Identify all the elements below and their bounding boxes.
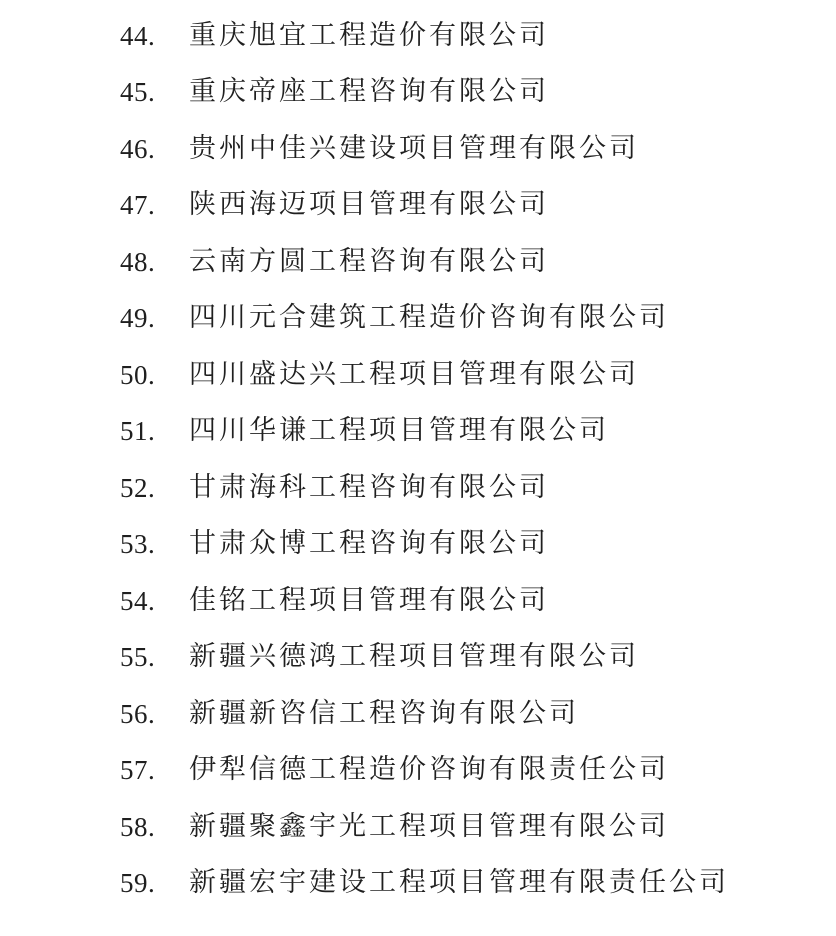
list-item <box>0 353 836 397</box>
list-item-number: 48. <box>120 247 156 277</box>
list-item-number: 52. <box>120 473 156 503</box>
company-name: 四川华谦工程项目管理有限公司 <box>189 415 609 446</box>
list-item <box>0 635 836 679</box>
company-name: 佳铭工程项目管理有限公司 <box>189 585 549 616</box>
list-item-number: 54. <box>120 586 156 616</box>
list-item-number: 49. <box>120 303 156 333</box>
list-item-number: 59. <box>120 868 156 898</box>
list-item <box>0 466 836 510</box>
list-item <box>0 14 836 58</box>
list-item <box>0 522 836 566</box>
company-name: 新疆兴德鸿工程项目管理有限公司 <box>189 641 639 672</box>
company-name: 四川元合建筑工程造价咨询有限公司 <box>189 302 669 333</box>
company-name: 新疆新咨信工程咨询有限公司 <box>189 698 579 729</box>
list-item <box>0 409 836 453</box>
company-name: 新疆聚鑫宇光工程项目管理有限公司 <box>189 811 669 842</box>
company-name: 陕西海迈项目管理有限公司 <box>189 189 549 220</box>
list-item <box>0 296 836 340</box>
list-item-number: 58. <box>120 812 156 842</box>
list-item-number: 56. <box>120 699 156 729</box>
list-item-number: 46. <box>120 134 156 164</box>
company-name: 云南方圆工程咨询有限公司 <box>189 246 549 277</box>
company-name: 新疆宏宇建设工程项目管理有限责任公司 <box>189 867 729 898</box>
list-item <box>0 127 836 171</box>
company-name: 伊犁信德工程造价咨询有限责任公司 <box>189 754 669 785</box>
list-item-number: 55. <box>120 642 156 672</box>
company-name: 甘肃众博工程咨询有限公司 <box>189 528 549 559</box>
list-item <box>0 805 836 849</box>
company-name: 甘肃海科工程咨询有限公司 <box>189 472 549 503</box>
list-item <box>0 240 836 284</box>
list-item <box>0 861 836 905</box>
list-item-number: 44. <box>120 21 156 51</box>
company-name: 重庆帝座工程咨询有限公司 <box>189 76 549 107</box>
list-item <box>0 183 836 227</box>
list-item <box>0 579 836 623</box>
list-item-number: 53. <box>120 529 156 559</box>
company-name: 四川盛达兴工程项目管理有限公司 <box>189 359 639 390</box>
list-item <box>0 70 836 114</box>
list-item <box>0 692 836 736</box>
company-name: 重庆旭宜工程造价有限公司 <box>189 20 549 51</box>
list-item-number: 47. <box>120 190 156 220</box>
list-item-number: 45. <box>120 77 156 107</box>
list-item <box>0 748 836 792</box>
company-name: 贵州中佳兴建设项目管理有限公司 <box>189 133 639 164</box>
list-item-number: 51. <box>120 416 156 446</box>
list-item-number: 50. <box>120 360 156 390</box>
list-item-number: 57. <box>120 755 156 785</box>
